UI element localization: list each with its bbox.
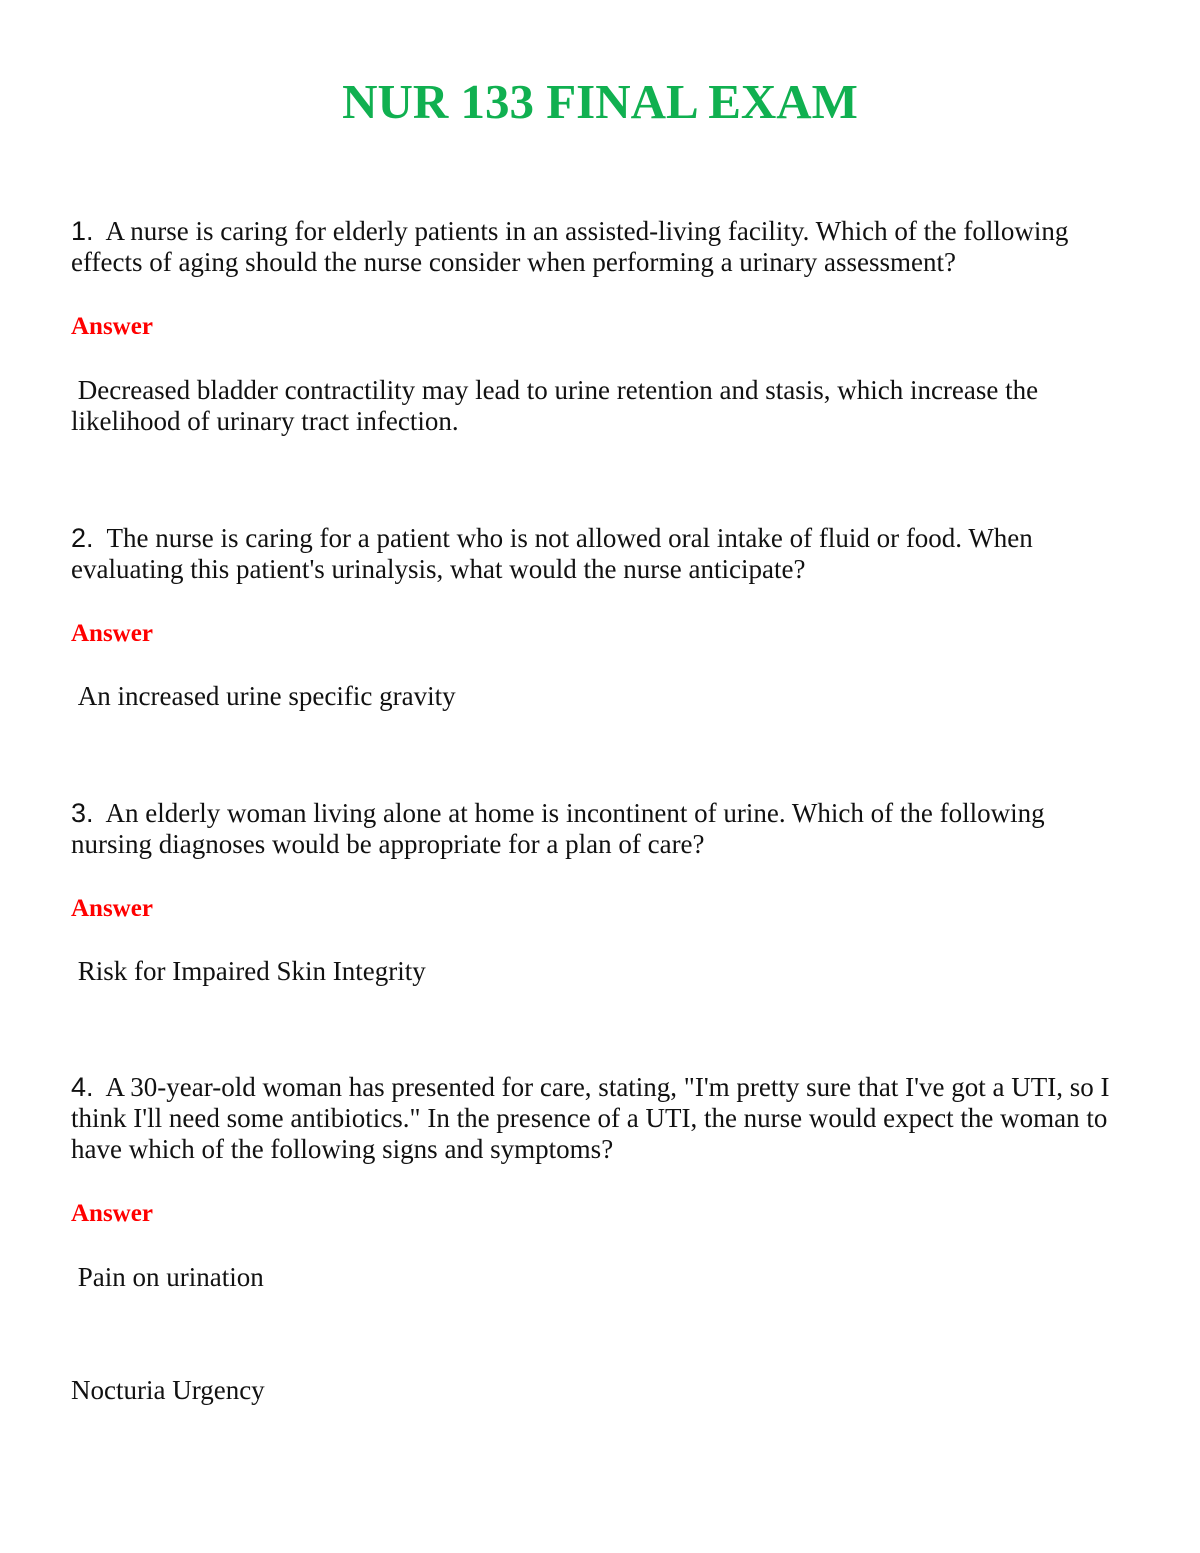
question-2 (71, 523, 1131, 585)
answer-value: Risk for Impaired Skin Integrity (77, 956, 426, 986)
answer-text (71, 375, 1131, 437)
answer-extra-text: Nocturia Urgency (71, 1375, 265, 1405)
question-number: 4. (71, 1072, 94, 1102)
question-3 (71, 798, 1131, 860)
answer-label: Answer (71, 313, 153, 340)
answer-label: Answer (71, 620, 153, 647)
answer-label: Answer (71, 895, 153, 922)
answer-value: An increased urine specific gravity (77, 681, 456, 711)
answer-value: Decreased bladder contractility may lead to urine retention and stasis, which increase the likelihood of urinary tract infection. (71, 375, 1039, 436)
question-1 (71, 216, 1131, 278)
question-4 (71, 1072, 1131, 1165)
page-title: NUR 133 FINAL EXAM (342, 74, 858, 129)
answer-value: Pain on urination (77, 1262, 264, 1292)
answer-text (71, 956, 1131, 987)
question-number: 3. (71, 798, 94, 828)
question-number: 2. (71, 523, 94, 553)
question-text: A nurse is caring for elderly patients in an assisted-living facility. Which of the following effects of aging should the nurse consider when performing a urinary assessment? (71, 216, 1069, 277)
answer-text (71, 1262, 1131, 1293)
question-text: An elderly woman living alone at home is incontinent of urine. Which of the following nursing diagnoses would be appropriate for a plan of care? (71, 798, 1045, 859)
answer-text (71, 681, 1131, 712)
answer-label: Answer (71, 1200, 153, 1227)
question-text: The nurse is caring for a patient who is not allowed oral intake of fluid or food. When evaluating this patient's urinalysis, what would the nurse anticipate? (71, 523, 1033, 584)
question-number: 1. (71, 216, 94, 246)
question-text: A 30-year-old woman has presented for care, stating, "I'm pretty sure that I've got a UTI, so I think I'll need some antibiotics." In the presence of a UTI, the nurse would expect the woman to have which of the following signs and symptoms? (71, 1072, 1110, 1164)
